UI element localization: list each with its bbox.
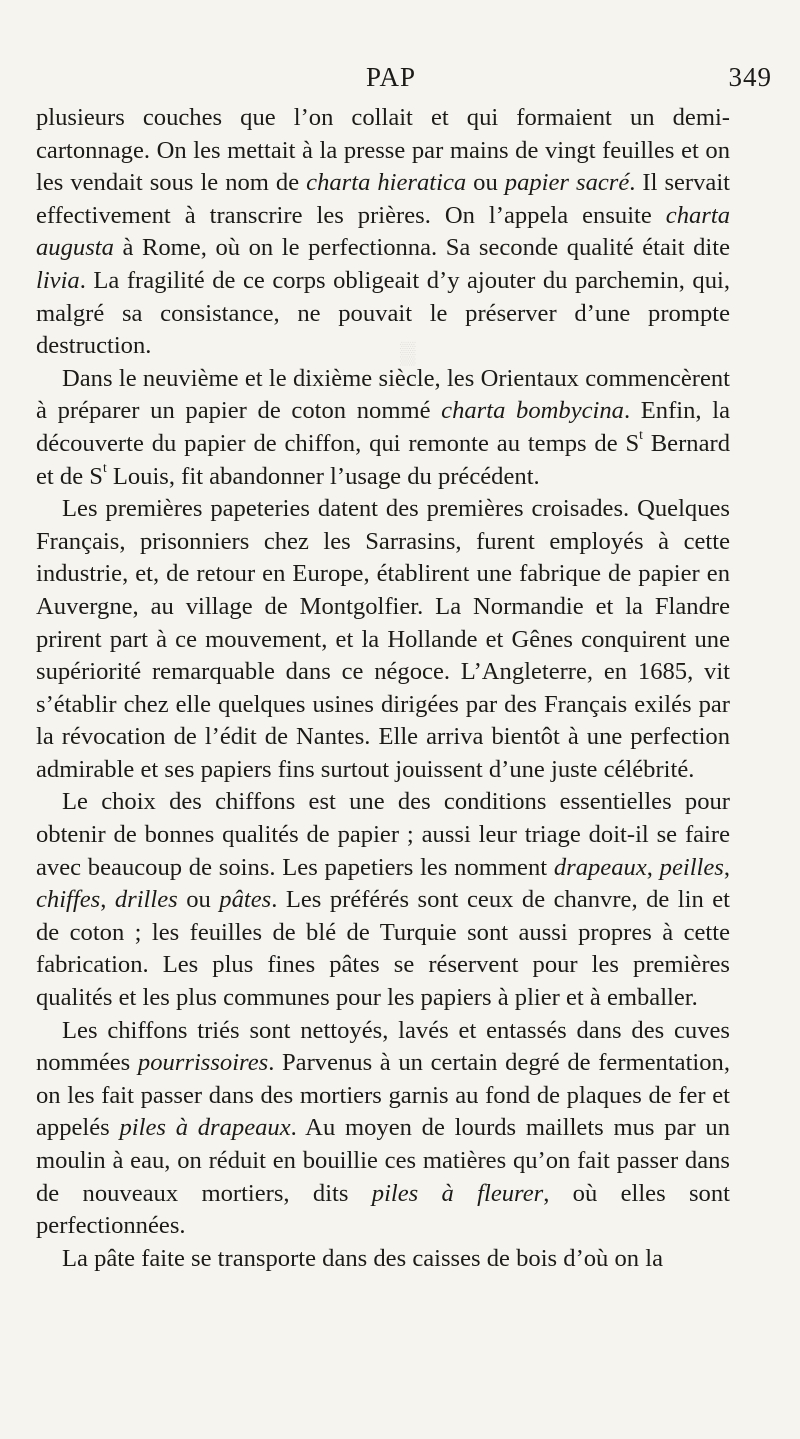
italic-term: piles à fleurer [371, 1179, 544, 1207]
text-run: , [723, 853, 731, 881]
body-text [36, 102, 730, 1275]
italic-term: drilles [114, 886, 178, 914]
page-number: 349 [728, 62, 772, 92]
show-through-text: ▒ [400, 340, 416, 365]
italic-term: pourrissoires [137, 1049, 269, 1077]
paragraph [36, 102, 730, 363]
text-run: , où elles sont perfectionnées. [36, 1179, 730, 1240]
text-run: . Enfin, la découverte du papier de chiffon, qui remonte au temps de S [36, 397, 730, 457]
italic-term: charta hieratica [306, 169, 467, 197]
text-run: , [100, 886, 115, 914]
text-run: Les chiffons triés sont nettoyés, lavés et entassés dans des cuves nommées [36, 1016, 730, 1077]
italic-term: peilles [659, 853, 724, 881]
text-run: Bernard et de S [36, 429, 730, 490]
text-run: Le choix des chiffons est une des conditions essentielles pour obtenir de bonnes qualités de papier ; aussi leur triage doit-il se faire avec beaucoup de soins. Les papetiers les nomment [36, 788, 730, 881]
text-run: ou [466, 169, 505, 197]
italic-term: pâtes [219, 886, 272, 914]
running-head [36, 62, 772, 102]
paragraph [36, 1243, 730, 1276]
superscript: t [639, 426, 643, 442]
paragraph [36, 493, 730, 786]
text-run: , [646, 853, 660, 881]
paragraph [36, 363, 730, 493]
text-run: plusieurs couches que l’on collait et qui formaient un demi-cartonnage. On les mettait à la presse par mains de vingt feuilles et on les vendait sous le nom de [36, 104, 730, 197]
italic-term: chiffes [36, 886, 101, 914]
text-run: ou [177, 886, 220, 914]
italic-term: charta bombycina [441, 397, 624, 425]
text-run: Dans le neuvième et le dixième siècle, les Orientaux commencèrent à préparer un papier de coton nommé [36, 364, 730, 425]
text-run: à Rome, où on le perfectionna. Sa seconde qualité était dite [113, 234, 730, 262]
text-run: . Il servait effectivement à transcrire les prières. On l’appela ensuite [36, 169, 730, 229]
text-run: La pâte faite se transporte dans des caisses de bois d’où on la [62, 1244, 663, 1272]
text-run: . Au moyen de lourds maillets mus par un moulin à eau, on réduit en bouillie ces matières qu’on fait passer dans de nouveaux mortiers, dits [36, 1114, 730, 1207]
italic-term: charta augusta [36, 201, 730, 262]
text-run: . La fragilité de ce corps obligeait d’y ajouter du parchemin, qui, malgré sa consistance, ne pouvait le préserver d’une prompte destruction. [36, 266, 730, 360]
italic-term: drapeaux [553, 853, 647, 881]
text-run: Louis, fit abandonner l’usage du précédent. [106, 462, 540, 490]
running-head-title: PAP [366, 62, 417, 92]
italic-term: papier sacré [504, 169, 630, 197]
paragraph [36, 1015, 730, 1243]
text-run: . Les préférés sont ceux de chanvre, de lin et de coton ; les feuilles de blé de Turquie sont aussi propres à cette fabrication. Les plus fines pâtes se réservent pour les premières qualités et les plus communes pour les papiers à plier et à emballer. [36, 886, 731, 1012]
paragraph [36, 786, 730, 1014]
text-run: Les premières papeteries datent des premières croisades. Quelques Français, prisonniers chez les Sarrasins, furent employés à cette industrie, et, de retour en Europe, établirent une fabrique de papier en Auvergne, au village de Montgolfier. La Normandie et la Flandre prirent part à ce mouvement, et la Hollande et Gênes conquirent une supériorité remarquable dans ce négoce. L’Angleterre, en 1685, vit s’établir chez elle quelques usines dirigées par des Français exilés par la révocation de l’édit de Nantes. Elle arriva bientôt à une perfection admirable et ses papiers fins surtout jouissent d’une juste célébrité. [36, 495, 730, 783]
superscript: t [102, 459, 107, 475]
text-run: . Parvenus à un certain degré de fermentation, on les fait passer dans des mortiers garnis au fond de plaques de fer et appelés [36, 1049, 731, 1142]
italic-term: piles à drapeaux [119, 1114, 291, 1142]
italic-term: livia [36, 266, 80, 294]
